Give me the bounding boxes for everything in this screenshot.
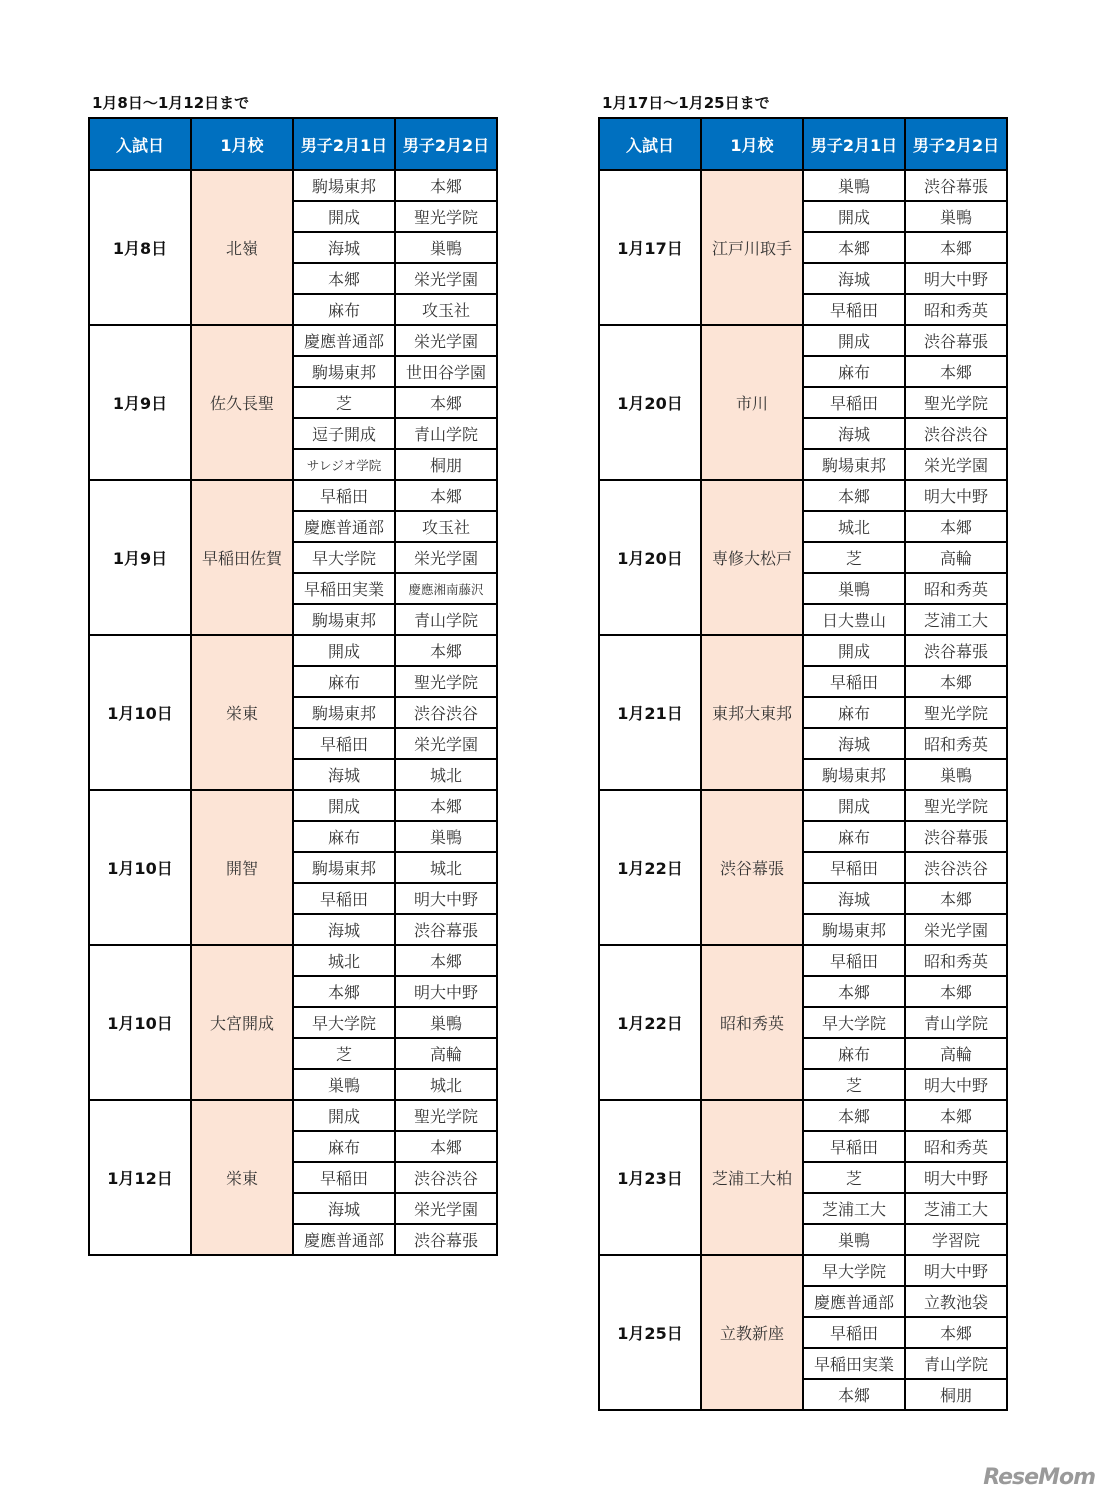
feb1-school: 本郷 (803, 1379, 905, 1410)
feb1-school: 芝 (803, 1162, 905, 1193)
table-row (599, 945, 1007, 976)
feb1-school: 慶應普通部 (803, 1286, 905, 1317)
feb1-school: 芝 (293, 387, 395, 418)
feb1-school: 慶應普通部 (293, 1224, 395, 1255)
table-row (89, 945, 497, 976)
feb1-school: 開成 (293, 1100, 395, 1131)
january-school: 芝浦工大柏 (701, 1100, 803, 1255)
feb1-school: 早稲田実業 (293, 573, 395, 604)
feb1-school: 本郷 (803, 976, 905, 1007)
exam-date: 1月10日 (89, 790, 191, 945)
january-school: 昭和秀英 (701, 945, 803, 1100)
feb1-school: 慶應普通部 (293, 511, 395, 542)
feb1-school: 海城 (293, 1193, 395, 1224)
feb2-school: 城北 (395, 759, 497, 790)
feb1-school: 早稲田 (803, 387, 905, 418)
feb2-school: 聖光学院 (395, 201, 497, 232)
feb1-school: 本郷 (293, 263, 395, 294)
table-row (89, 635, 497, 666)
feb1-school: 早稲田 (803, 666, 905, 697)
feb2-school: 栄光学園 (395, 542, 497, 573)
feb2-school: 高輪 (905, 1038, 1007, 1069)
feb1-school: 早大学院 (293, 1007, 395, 1038)
january-school: 早稲田佐賀 (191, 480, 293, 635)
table-row (599, 1255, 1007, 1286)
feb2-school: 世田谷学園 (395, 356, 497, 387)
feb1-school: 芝 (803, 542, 905, 573)
feb2-school: 渋谷幕張 (905, 325, 1007, 356)
header-row (599, 118, 1007, 170)
feb1-school: 海城 (803, 263, 905, 294)
feb1-school: 駒場東邦 (803, 759, 905, 790)
table-row (599, 635, 1007, 666)
feb2-school: 渋谷渋谷 (905, 418, 1007, 449)
feb1-school: 本郷 (803, 1100, 905, 1131)
right-caption: 1月17日〜1月25日まで (602, 94, 770, 112)
feb1-school: 開成 (293, 201, 395, 232)
exam-date: 1月23日 (599, 1100, 701, 1255)
feb1-school: 海城 (803, 883, 905, 914)
feb2-school: 渋谷幕張 (395, 1224, 497, 1255)
schedule-table-jan8-12 (88, 117, 498, 1256)
exam-date: 1月22日 (599, 945, 701, 1100)
feb1-school: サレジオ学院 (293, 449, 395, 480)
column-header: 1月校 (191, 118, 293, 170)
feb1-school: 巣鴨 (803, 573, 905, 604)
feb2-school: 本郷 (905, 232, 1007, 263)
feb1-school: 早稲田 (293, 883, 395, 914)
feb2-school: 明大中野 (905, 1255, 1007, 1286)
feb2-school: 明大中野 (905, 263, 1007, 294)
left-caption: 1月8日〜1月12日まで (92, 94, 250, 112)
feb1-school: 巣鴨 (293, 1069, 395, 1100)
feb1-school: 本郷 (293, 976, 395, 1007)
feb1-school: 芝 (293, 1038, 395, 1069)
feb1-school: 早稲田 (803, 852, 905, 883)
table-row (599, 1100, 1007, 1131)
january-school: 栄東 (191, 1100, 293, 1255)
feb1-school: 早大学院 (803, 1255, 905, 1286)
feb2-school: 攻玉社 (395, 294, 497, 325)
feb2-school: 青山学院 (395, 604, 497, 635)
feb2-school: 本郷 (905, 883, 1007, 914)
feb1-school: 早稲田実業 (803, 1348, 905, 1379)
feb1-school: 駒場東邦 (803, 914, 905, 945)
exam-date: 1月25日 (599, 1255, 701, 1410)
feb1-school: 麻布 (293, 821, 395, 852)
january-school: 大宮開成 (191, 945, 293, 1100)
feb1-school: 逗子開成 (293, 418, 395, 449)
table-row (89, 170, 497, 201)
feb1-school: 城北 (293, 945, 395, 976)
feb1-school: 麻布 (293, 1131, 395, 1162)
january-school: 佐久長聖 (191, 325, 293, 480)
feb2-school: 攻玉社 (395, 511, 497, 542)
feb1-school: 芝浦工大 (803, 1193, 905, 1224)
feb2-school: 芝浦工大 (905, 1193, 1007, 1224)
feb2-school: 本郷 (395, 387, 497, 418)
feb2-school: 本郷 (395, 635, 497, 666)
feb1-school: 麻布 (293, 294, 395, 325)
exam-date: 1月20日 (599, 325, 701, 480)
january-school: 市川 (701, 325, 803, 480)
feb2-school: 渋谷渋谷 (395, 1162, 497, 1193)
feb2-school: 渋谷幕張 (905, 635, 1007, 666)
january-school: 渋谷幕張 (701, 790, 803, 945)
feb1-school: 麻布 (293, 666, 395, 697)
feb2-school: 栄光学園 (395, 1193, 497, 1224)
feb2-school: 本郷 (395, 790, 497, 821)
feb2-school: 渋谷幕張 (905, 170, 1007, 201)
feb1-school: 海城 (293, 914, 395, 945)
feb2-school: 本郷 (395, 945, 497, 976)
exam-date: 1月9日 (89, 480, 191, 635)
feb2-school: 昭和秀英 (905, 573, 1007, 604)
feb1-school: 海城 (293, 759, 395, 790)
feb2-school: 桐朋 (905, 1379, 1007, 1410)
feb2-school: 栄光学園 (395, 263, 497, 294)
feb1-school: 日大豊山 (803, 604, 905, 635)
feb1-school: 城北 (803, 511, 905, 542)
feb2-school: 青山学院 (905, 1007, 1007, 1038)
feb2-school: 巣鴨 (395, 1007, 497, 1038)
column-header: 入試日 (599, 118, 701, 170)
feb2-school: 渋谷幕張 (395, 914, 497, 945)
feb1-school: 開成 (293, 635, 395, 666)
feb1-school: 早稲田 (293, 480, 395, 511)
schedule-table-jan17-25 (598, 117, 1008, 1411)
feb1-school: 駒場東邦 (803, 449, 905, 480)
feb2-school: 芝浦工大 (905, 604, 1007, 635)
feb2-school: 本郷 (395, 170, 497, 201)
exam-date: 1月12日 (89, 1100, 191, 1255)
feb2-school: 巣鴨 (905, 201, 1007, 232)
feb2-school: 栄光学園 (905, 449, 1007, 480)
feb2-school: 明大中野 (905, 1162, 1007, 1193)
feb1-school: 早稲田 (803, 1131, 905, 1162)
feb2-school: 本郷 (905, 511, 1007, 542)
feb2-school: 立教池袋 (905, 1286, 1007, 1317)
table-row (599, 170, 1007, 201)
feb2-school: 聖光学院 (905, 697, 1007, 728)
feb2-school: 渋谷幕張 (905, 821, 1007, 852)
feb1-school: 早稲田 (293, 728, 395, 759)
feb2-school: 栄光学園 (905, 914, 1007, 945)
feb2-school: 渋谷渋谷 (905, 852, 1007, 883)
feb2-school: 青山学院 (395, 418, 497, 449)
january-school: 栄東 (191, 635, 293, 790)
feb2-school: 城北 (395, 1069, 497, 1100)
feb2-school: 巣鴨 (395, 821, 497, 852)
feb2-school: 本郷 (395, 1131, 497, 1162)
feb2-school: 昭和秀英 (905, 1131, 1007, 1162)
exam-date: 1月10日 (89, 945, 191, 1100)
feb2-school: 本郷 (905, 666, 1007, 697)
feb2-school: 桐朋 (395, 449, 497, 480)
feb2-school: 聖光学院 (905, 387, 1007, 418)
feb2-school: 聖光学院 (905, 790, 1007, 821)
column-header: 男子2月2日 (905, 118, 1007, 170)
feb2-school: 本郷 (905, 1317, 1007, 1348)
january-school: 東邦大東邦 (701, 635, 803, 790)
exam-date: 1月8日 (89, 170, 191, 325)
january-school: 開智 (191, 790, 293, 945)
feb1-school: 早稲田 (803, 1317, 905, 1348)
exam-date: 1月22日 (599, 790, 701, 945)
feb1-school: 早稲田 (293, 1162, 395, 1193)
feb1-school: 開成 (293, 790, 395, 821)
feb1-school: 麻布 (803, 356, 905, 387)
column-header: 男子2月2日 (395, 118, 497, 170)
feb1-school: 早稲田 (803, 294, 905, 325)
feb1-school: 麻布 (803, 697, 905, 728)
feb2-school: 明大中野 (395, 883, 497, 914)
column-header: 1月校 (701, 118, 803, 170)
feb2-school: 高輪 (905, 542, 1007, 573)
feb1-school: 駒場東邦 (293, 852, 395, 883)
january-school: 立教新座 (701, 1255, 803, 1410)
feb1-school: 開成 (803, 201, 905, 232)
feb2-school: 昭和秀英 (905, 728, 1007, 759)
exam-date: 1月10日 (89, 635, 191, 790)
feb2-school: 明大中野 (905, 1069, 1007, 1100)
feb2-school: 巣鴨 (905, 759, 1007, 790)
feb2-school: 本郷 (905, 976, 1007, 1007)
feb2-school: 聖光学院 (395, 666, 497, 697)
exam-date: 1月17日 (599, 170, 701, 325)
feb1-school: 早大学院 (293, 542, 395, 573)
feb1-school: 駒場東邦 (293, 170, 395, 201)
exam-date: 1月21日 (599, 635, 701, 790)
feb1-school: 開成 (803, 635, 905, 666)
table-row (599, 325, 1007, 356)
feb1-school: 芝 (803, 1069, 905, 1100)
table-row (89, 325, 497, 356)
feb2-school: 高輪 (395, 1038, 497, 1069)
feb1-school: 早稲田 (803, 945, 905, 976)
feb2-school: 巣鴨 (395, 232, 497, 263)
table-row (599, 480, 1007, 511)
feb2-school: 渋谷渋谷 (395, 697, 497, 728)
january-school: 専修大松戸 (701, 480, 803, 635)
feb1-school: 駒場東邦 (293, 697, 395, 728)
feb1-school: 駒場東邦 (293, 604, 395, 635)
feb2-school: 聖光学院 (395, 1100, 497, 1131)
feb1-school: 海城 (803, 728, 905, 759)
feb1-school: 海城 (803, 418, 905, 449)
feb1-school: 麻布 (803, 1038, 905, 1069)
feb2-school: 昭和秀英 (905, 294, 1007, 325)
feb2-school: 栄光学園 (395, 728, 497, 759)
table-row (599, 790, 1007, 821)
table-row (89, 480, 497, 511)
column-header: 男子2月1日 (803, 118, 905, 170)
feb2-school: 明大中野 (395, 976, 497, 1007)
feb2-school: 青山学院 (905, 1348, 1007, 1379)
table-row (89, 790, 497, 821)
feb1-school: 早大学院 (803, 1007, 905, 1038)
feb1-school: 駒場東邦 (293, 356, 395, 387)
feb2-school: 本郷 (905, 1100, 1007, 1131)
exam-date: 1月20日 (599, 480, 701, 635)
january-school: 北嶺 (191, 170, 293, 325)
feb2-school: 城北 (395, 852, 497, 883)
feb2-school: 本郷 (905, 356, 1007, 387)
feb1-school: 本郷 (803, 232, 905, 263)
feb1-school: 麻布 (803, 821, 905, 852)
feb1-school: 本郷 (803, 480, 905, 511)
feb2-school: 慶應湘南藤沢 (395, 573, 497, 604)
feb1-school: 巣鴨 (803, 1224, 905, 1255)
feb2-school: 明大中野 (905, 480, 1007, 511)
feb1-school: 海城 (293, 232, 395, 263)
feb2-school: 本郷 (395, 480, 497, 511)
header-row (89, 118, 497, 170)
feb1-school: 開成 (803, 790, 905, 821)
feb1-school: 慶應普通部 (293, 325, 395, 356)
feb2-school: 学習院 (905, 1224, 1007, 1255)
feb2-school: 昭和秀英 (905, 945, 1007, 976)
feb1-school: 開成 (803, 325, 905, 356)
january-school: 江戸川取手 (701, 170, 803, 325)
feb2-school: 栄光学園 (395, 325, 497, 356)
resemom-logo: ReseMom (983, 1465, 1095, 1490)
feb1-school: 巣鴨 (803, 170, 905, 201)
column-header: 男子2月1日 (293, 118, 395, 170)
column-header: 入試日 (89, 118, 191, 170)
table-row (89, 1100, 497, 1131)
exam-date: 1月9日 (89, 325, 191, 480)
